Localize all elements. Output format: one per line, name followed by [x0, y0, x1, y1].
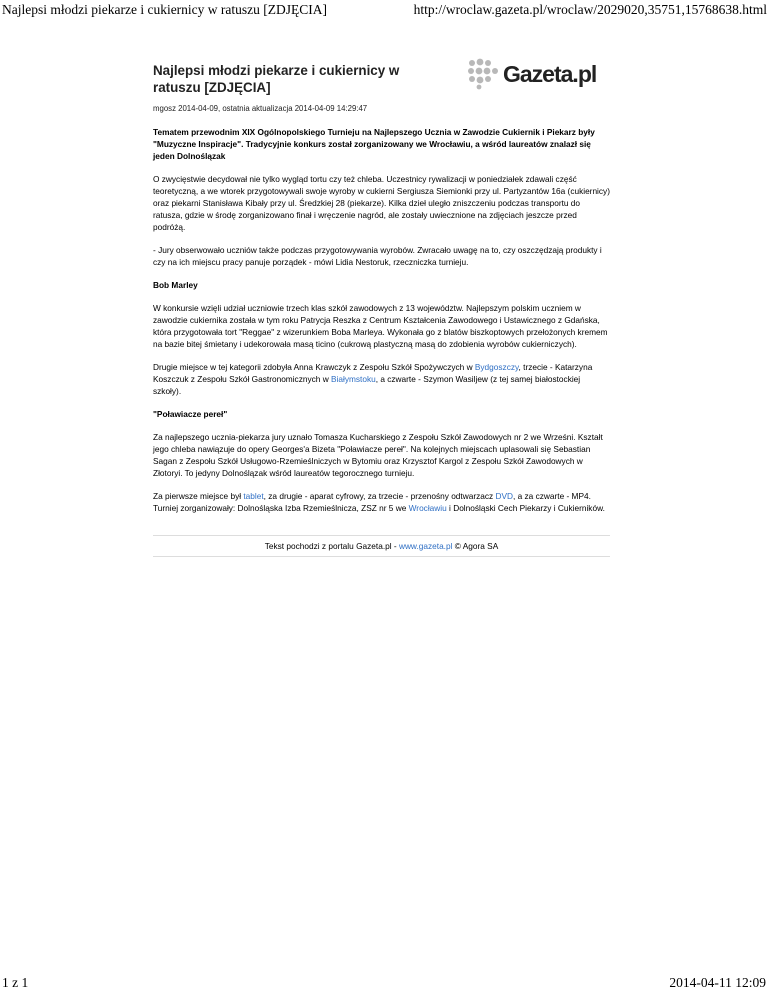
- link-wroclaw[interactable]: Wrocławiu: [408, 503, 447, 513]
- p4-text-a: Drugie miejsce w tej kategorii zdobyła Anna Krawczyk z Zespołu Szkół Spożywczych w: [153, 362, 475, 372]
- p4-text-c: , a czwarte - Szymon Wasiljew (z tej samej białostockiej szkoły).: [153, 374, 581, 396]
- link-bialystok[interactable]: Białymstoku: [331, 374, 376, 384]
- p4-text-b: , trzecie - Katarzyna Koszczuk z Zespołu Szkół Gastronomicznych w: [153, 362, 593, 384]
- gazeta-logo[interactable]: [467, 58, 610, 90]
- source-suffix: © Agora SA: [452, 541, 499, 551]
- paragraph-2: - Jury obserwowało uczniów także podczas przygotowywania wyrobów. Zwracało uwagę na to, czy oszczędzają produkty i czy na ich miejscu pracy panuje porządek - mówi Lidia Nestoruk, rzeczniczka turnieju.: [153, 245, 602, 267]
- paragraph-6: [153, 490, 610, 514]
- p6-text-b: , za drugie - aparat cyfrowy, za trzecie - przenośny odtwarzacz: [263, 491, 496, 501]
- print-header: [0, 0, 768, 20]
- link-bydgoszcz[interactable]: Bydgoszczy: [474, 362, 519, 372]
- gazeta-dots-icon: [468, 59, 498, 90]
- paragraph-4: [153, 361, 610, 397]
- source-prefix: Tekst pochodzi z portalu Gazeta.pl -: [264, 541, 399, 551]
- subheading-polawiacze-perel: "Poławiacze pereł": [153, 409, 228, 419]
- article: [153, 50, 610, 557]
- p6-text-c: , a za czwarte - MP4. Turniej zorganizowały: Dolnośląska Izba Rzemieślnicza, ZSZ nr 5 we: [153, 491, 591, 513]
- print-footer-page: 1 z 1: [2, 975, 29, 990]
- link-tablet[interactable]: tablet: [243, 491, 264, 501]
- print-footer-datetime: 2014-04-11 12:09: [669, 975, 766, 990]
- article-title: Najlepsi młodzi piekarze i cukiernicy w ratuszu [ZDJĘCIA]: [153, 63, 400, 95]
- source-link[interactable]: www.gazeta.pl: [398, 541, 453, 551]
- print-footer: [0, 974, 768, 994]
- link-dvd[interactable]: DVD: [495, 491, 513, 501]
- p6-text-a: Za pierwsze miejsce był: [153, 491, 244, 501]
- subheading-bob-marley: Bob Marley: [153, 280, 198, 290]
- paragraph-5: Za najlepszego ucznia-piekarza jury uznało Tomasza Kucharskiego z Zespołu Szkół Zawodowych nr 2 we Wrześni. Kształt jego chleba nawiązuje do opery Georges'a Bizeta "Poławiacze pereł". Na kolejnych miejscach uplasowali się Sebastian Sagan z Zespołu Szkół Usługowo-Rzemieślniczych w Bytomiu oraz Krzysztof Kargol z Zespołu Szkół Zawodowych w Złotoryi. To jedyny Dolnoślązak wśród laureatów tegorocznego turnieju.: [153, 432, 603, 478]
- print-header-url: http://wroclaw.gazeta.pl/wroclaw/2029020,35751,15768638.html: [413, 2, 767, 17]
- source-footer: [153, 535, 610, 557]
- article-meta: mgosz 2014-04-09, ostatnia aktualizacja 2014-04-09 14:29:47: [153, 104, 368, 113]
- logo-text: Gazeta.pl: [503, 61, 597, 87]
- p6-text-d: i Dolnośląski Cech Piekarzy i Cukierników.: [446, 503, 605, 513]
- paragraph-3: W konkursie wzięli udział uczniowie trzech klas szkół zawodowych z 13 województw. Najlepszym polskim uczniem w zawodzie cukiernika została w tym roku Patrycja Reszka z Centrum Kształcenia Zawodowego i Ustawicznego z Gdańska, która przygotowała tort "Reggae" z wizerunkiem Boba Marleya. Wykonała go z blatów biszkoptowych przełożonych kremem na bazie bitej śmietany i udekorowała masą ticino (cukrową plastyczną masą do zdobienia wyrobów cukierniczych).: [153, 303, 608, 349]
- article-lead: Tematem przewodnim XIX Ogólnopolskiego Turnieju na Najlepszego Ucznia w Zawodzie Cukiernik i Piekarz były "Muzyczne Inspiracje". Tradycyjnie konkurs został zorganizowany we Wrocławiu, a wśród laureatów znalazł się jeden Dolnoślązak: [153, 127, 595, 161]
- print-header-title: Najlepsi młodzi piekarze i cukiernicy w ratuszu [ZDJĘCIA]: [2, 2, 328, 17]
- paragraph-1: O zwycięstwie decydował nie tylko wygląd tortu czy też chleba. Uczestnicy rywalizacji w poniedziałek zdawali część teoretyczną, a we wtorek przygotowywali swoje wyroby w cukierni Sergiusza Siemionki przy ul. Partyzantów 16a (cukiernicy) oraz piekarni Stanisława Kibały przy ul. Średzkiej 28 (piekarze). Kilka dzieł uległo zniszczeniu podczas transportu do ratusza, gdzie w środę zorganizowano finał i wręczenie nagród, ale zostały uwiecznione na zdjęciach jeszcze przed podróżą.: [153, 174, 610, 232]
